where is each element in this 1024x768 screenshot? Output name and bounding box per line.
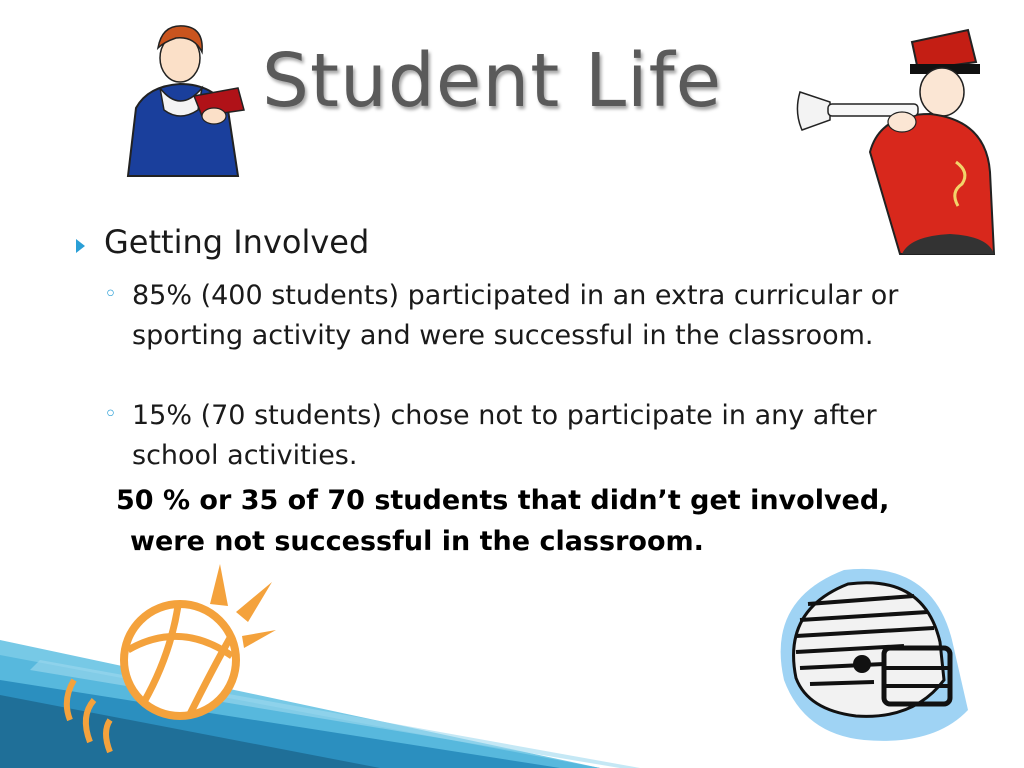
reader-clipart: [118, 18, 253, 178]
slide-title: Student Life: [262, 38, 723, 124]
summary-note-line: were not successful in the classroom.: [130, 526, 704, 557]
bullet-item: 85% (400 students) participated in an extra curricular or sporting activity and were successful in the classroom.: [132, 280, 899, 351]
summary-note-line: 50 % or 35 of 70 students that didn’t get involved,: [116, 485, 890, 516]
circle-bullet-icon: ◦: [104, 402, 117, 427]
bullet-heading: Getting Involved: [104, 223, 370, 261]
football-helmet-clipart: [764, 560, 974, 750]
circle-bullet-icon: ◦: [104, 282, 117, 307]
trumpeter-clipart: [790, 22, 1000, 260]
summary-note: [116, 480, 936, 562]
chevron-right-icon: [76, 239, 85, 253]
basketball-clipart: [60, 560, 280, 760]
bullet-item: 15% (70 students) chose not to participate in any after school activities.: [132, 400, 877, 471]
